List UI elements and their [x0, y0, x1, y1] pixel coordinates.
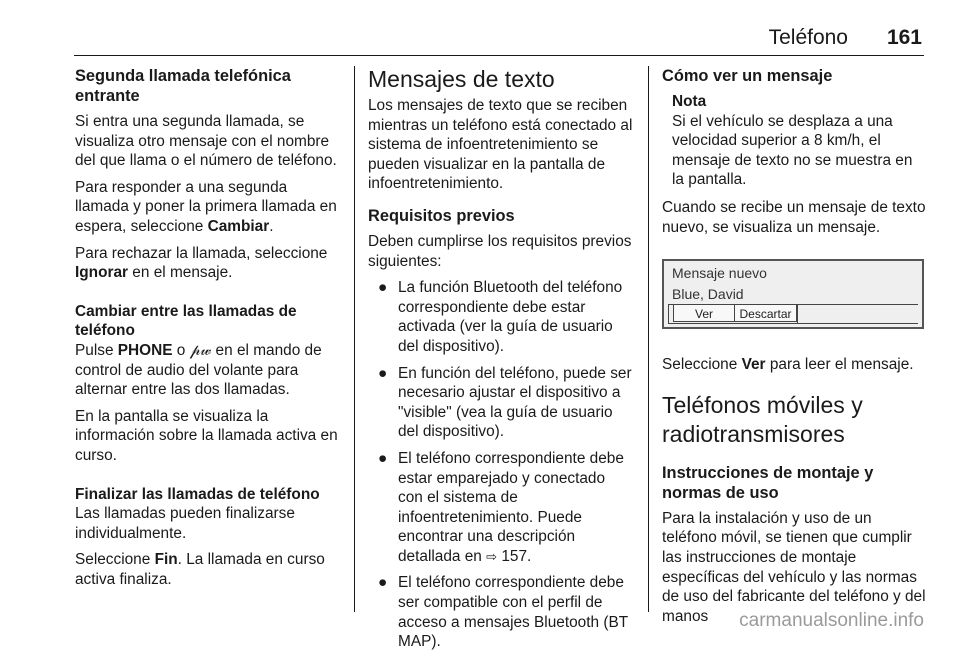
screen-button-row-rest: [796, 304, 918, 324]
keyword-ver: Ver: [741, 356, 766, 374]
column-divider: [648, 66, 649, 612]
heading-end-calls: Finalizar las llamadas de teléfono: [75, 485, 320, 503]
column-right: [662, 66, 926, 633]
bullet-icon: ●: [378, 279, 388, 297]
page-number: 161: [886, 26, 922, 49]
bullet-icon: ●: [378, 449, 388, 467]
screen-sender: Blue, David: [672, 286, 744, 303]
keyword-cambiar: Cambiar: [207, 217, 270, 235]
spacer: [75, 290, 345, 302]
paragraph: Cuando se recibe un mensaje de texto nuevo, se visualiza un mensaje.: [662, 198, 926, 236]
prerequisite-list: [368, 278, 634, 652]
text: . La llamada en curso activa finaliza.: [75, 551, 325, 588]
note-title: Nota: [672, 93, 707, 110]
text: .: [269, 217, 274, 235]
list-item: [368, 573, 634, 651]
bullet-icon: ●: [378, 574, 388, 592]
heading-mobile-phones: Teléfonos móviles y radiotransmisores: [662, 391, 863, 447]
paragraph: [75, 550, 345, 589]
view-button[interactable]: Ver: [673, 304, 735, 322]
note-text: Si el vehículo se desplaza a una velocidad superior a 8 km/h, el mensaje de texto no se muestra en la pantalla.: [672, 112, 913, 189]
list-item: [368, 364, 634, 442]
discard-button[interactable]: Descartar: [734, 304, 797, 322]
paragraph: Para la instalación y uso de un teléfono móvil, se tienen que cumplir las instrucciones de montaje específicas del vehículo y las normas de uso del fabricante del teléfono y del manos: [662, 509, 926, 625]
paragraph: [662, 355, 926, 375]
page-header: [0, 0, 960, 56]
paragraph: [75, 178, 345, 237]
text: Seleccione: [75, 551, 155, 569]
paragraph: Los mensajes de texto que se reciben mientras un teléfono está conectado al sistema de infoentretenimiento se pueden visualizar en la pantalla de infoentretenimiento.: [368, 97, 633, 193]
page-ref-arrow-icon: ⇨: [486, 548, 498, 564]
heading-install-instructions: Instrucciones de montaje y normas de uso: [662, 463, 874, 502]
new-message-screen: [662, 259, 924, 329]
watermark: carmanualsonline.info: [739, 610, 924, 631]
page-ref-link[interactable]: 157.: [501, 547, 532, 565]
column-divider: [354, 66, 355, 612]
text: Para rechazar la llamada, seleccione: [75, 244, 328, 262]
paragraph: [75, 341, 345, 400]
list-item-text: La función Bluetooth del teléfono correspondiente debe estar activada (ver la guía de usuario del dispositivo).: [398, 279, 623, 355]
keyword-fin: Fin: [154, 551, 178, 569]
keyword-ignorar: Ignorar: [75, 264, 129, 282]
text: para leer el mensaje.: [765, 356, 914, 374]
heading-text-messages: Mensajes de texto: [368, 66, 555, 92]
text: o: [172, 341, 190, 359]
list-item-text: El teléfono correspondiente debe ser compatible con el perfil de acceso a mensajes Bluetooth (BT MAP).: [398, 574, 628, 651]
list-item-text: En función del teléfono, puede ser necesario ajustar el dispositivo a "visible" (vea la guía de usuario del dispositivo).: [398, 364, 632, 441]
header-title: Teléfono: [768, 26, 848, 49]
paragraph: Si entra una segunda llamada, se visualiza otro mensaje con el nombre del que llama o el número de teléfono.: [75, 113, 337, 170]
text: Pulse: [75, 341, 118, 359]
heading-switch-calls: Cambiar entre las llamadas de teléfono: [75, 302, 297, 340]
spacer: [75, 473, 345, 485]
header-rule: [74, 55, 924, 56]
keyword-phone: PHONE: [117, 341, 173, 359]
heading-second-call: Segunda llamada telefónica entrante: [75, 67, 291, 105]
heading-view-message: Cómo ver un mensaje: [662, 67, 833, 85]
list-item: [368, 449, 634, 567]
text: Seleccione: [662, 356, 742, 374]
list-item: [368, 278, 634, 356]
phone-steering-icon: 𝓅𝓌: [189, 341, 212, 359]
text: en el mensaje.: [128, 264, 233, 282]
screen-button-row: [668, 304, 798, 324]
column-left: [75, 66, 345, 596]
paragraph: En la pantalla se visualiza la información sobre la llamada activa en curso.: [75, 407, 338, 464]
column-middle: [368, 66, 634, 659]
heading-prerequisites: Requisitos previos: [368, 206, 515, 225]
note-block: [662, 92, 926, 190]
paragraph: Deben cumplirse los requisitos previos siguientes:: [368, 232, 632, 270]
paragraph: [75, 244, 345, 283]
list-item-text: El teléfono correspondiente debe estar emparejado y conectado con el sistema de infoentretenimiento. Puede encontrar una descripción detallada en: [398, 449, 624, 565]
text: Para responder a una segunda llamada y poner la primera llamada en espera, seleccione: [75, 178, 337, 235]
bullet-icon: ●: [378, 364, 388, 382]
paragraph: Las llamadas pueden finalizarse individualmente.: [75, 505, 295, 542]
text: en el mando de control de audio del volante para alternar entre las dos llamadas.: [75, 341, 322, 399]
screen-title: Mensaje nuevo: [672, 265, 767, 282]
